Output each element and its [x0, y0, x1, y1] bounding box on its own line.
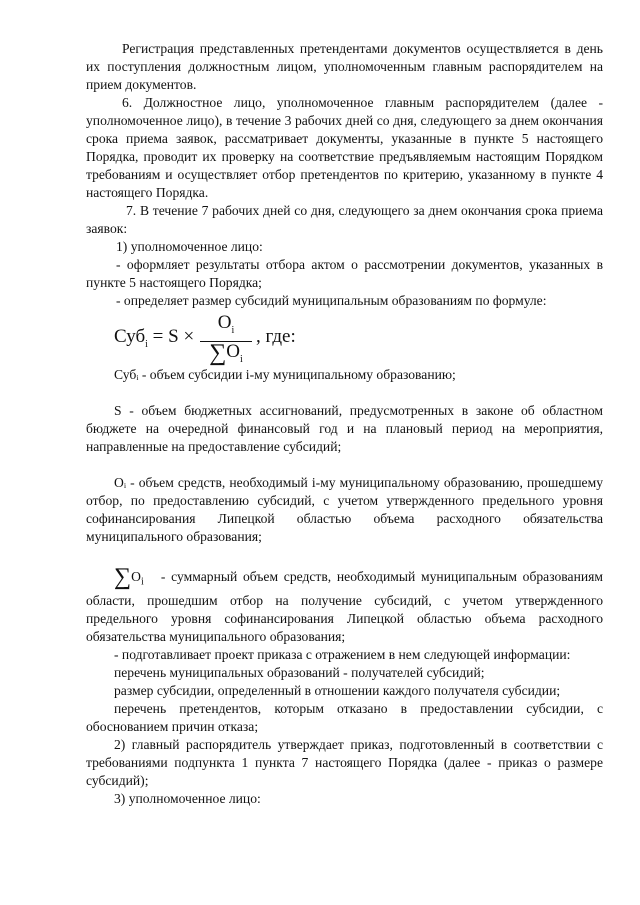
formula-fraction	[200, 314, 252, 369]
subsidy-formula	[114, 314, 603, 364]
paragraph-refusals: перечень претендентов, которым отказано в предоставлении субсидии, с обоснованием причин отказа;	[86, 700, 603, 734]
paragraph-act: - оформляет результаты отбора актом о рассмотрении документов, указанных в пункте 5 настоящего Порядка;	[86, 257, 603, 290]
paragraph-sub-3: 3) уполномоченное лицо:	[114, 790, 261, 806]
formula-numerator: $O_i$	[200, 314, 252, 342]
paragraph-oi-def: Oᵢ - объем средств, необходимый i-му муниципальному образованию, прошедшему отбор, по предоставлению субсидий, с учетом утвержденного предельного уровня софинансирования Липецкой областью объема расходного обязательства муниципального образования;	[86, 475, 603, 544]
paragraph-prepare-order: - подготавливает проект приказа с отражением в нем следующей информации:	[114, 646, 571, 662]
formula-lhs: Суб$_i$ = S ×	[114, 326, 195, 350]
paragraph-registration: Регистрация представленных претендентами документов осуществляется в день их поступления должностным лицом, уполномоченным главным распорядителем на прием документов.	[86, 41, 603, 92]
document-page	[86, 40, 603, 808]
formula-tail: , где:	[256, 326, 296, 347]
paragraph-item-6: 6. Должностное лицо, уполномоченное главным распорядителем (далее - уполномоченное лицо), в течение 3 рабочих дней со дня, следующего за днем окончания срока приема заявок, рассматривает документы, указанные в пункте 5 настоящего Порядка, проводит их проверку на соответствие предъявляемым настоящим Порядком требованиям и осуществляет отбор претендентов по критерию, указанному в пункте 4 настоящего Порядка.	[86, 95, 603, 200]
sum-symbol: $\sum O_i$	[114, 564, 144, 590]
paragraph-item-7: 7. В течение 7 рабочих дней со дня, следующего за днем окончания срока приема заявок:	[86, 203, 603, 236]
paragraph-recipients-list: перечень муниципальных образований - получателей субсидий;	[114, 664, 485, 680]
paragraph-sub-def: Субᵢ - объем субсидии i-му муниципальному образованию;	[114, 367, 456, 382]
paragraph-sum-def: $\sum O_i$ - суммарный объем средств, необходимый муниципальным образованиям области, прошедшим отбор на получение субсидий, с учетом утвержденного предельного уровня софинансирования Липецкой областью объема расходного обязательства муниципального образования;	[86, 564, 603, 644]
formula-denominator: $\sum O_i$	[209, 339, 243, 366]
paragraph-subsidy-size: размер субсидии, определенный в отношении каждого получателя субсидии;	[114, 682, 561, 698]
paragraph-formula-intro: - определяет размер субсидий муниципальным образованиям по формуле:	[116, 293, 547, 308]
paragraph-sub-1: 1) уполномоченное лицо:	[116, 239, 263, 254]
paragraph-s-def: S - объем бюджетных ассигнований, предусмотренных в законе об областном бюджете на очередной финансовый год и на плановый период на мероприятия, направленные на предоставление субсидий;	[86, 403, 603, 454]
paragraph-sub-2: 2) главный распорядитель утверждает приказ, подготовленный в соответствии с требованиями подпункта 1 пункта 7 настоящего Порядка (далее - приказ о размере субсидий);	[86, 736, 603, 788]
